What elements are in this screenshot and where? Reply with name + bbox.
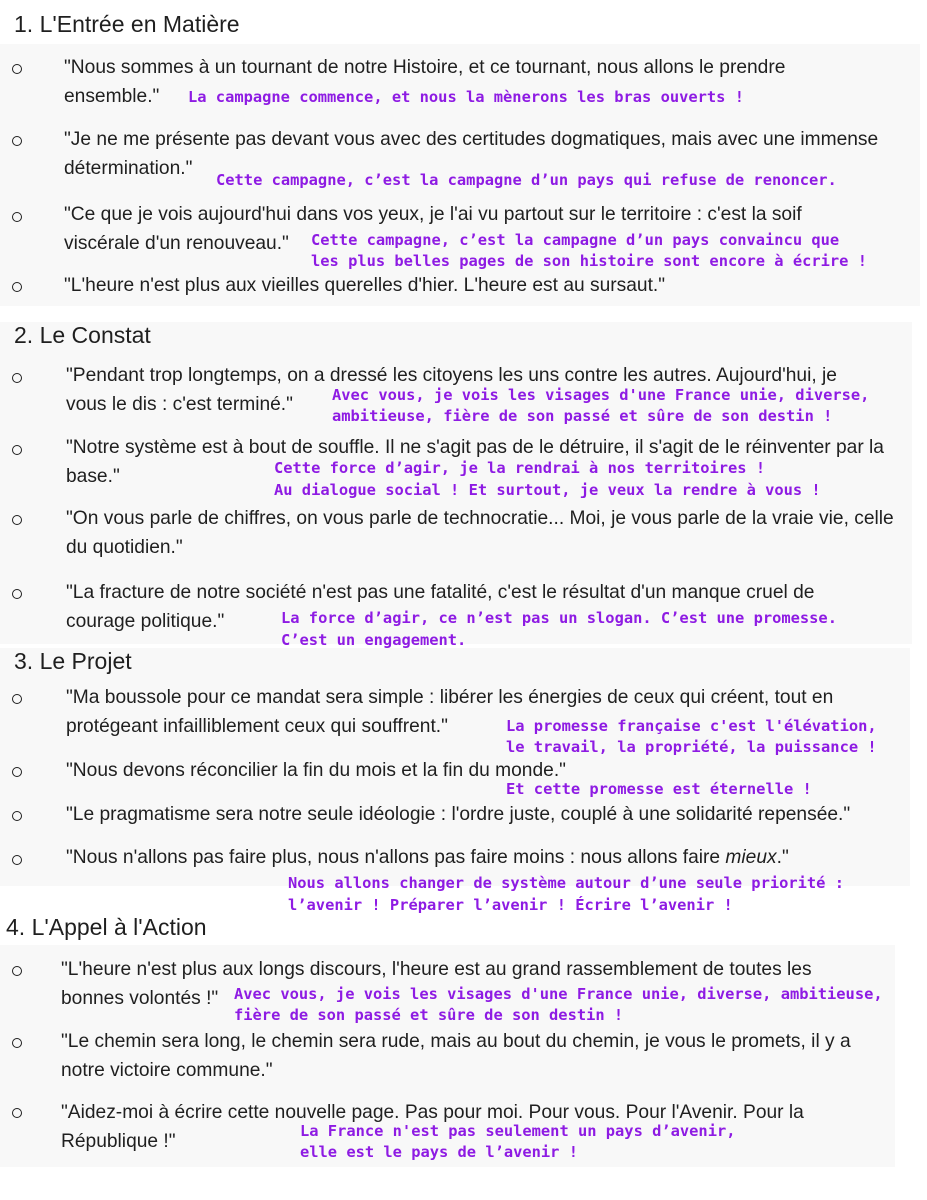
section-heading-3: 3. Le Projet	[14, 648, 132, 674]
bullet-icon	[12, 373, 22, 383]
bullet-icon	[12, 811, 22, 821]
quote-4-2: "Le chemin sera long, le chemin sera rude, mais au bout du chemin, je vous le promets, il y a notre victoire commune."	[61, 1031, 851, 1081]
quote-3-3: "Le pragmatisme sera notre seule idéologie : l'ordre juste, couplé à une solidarité repensée."	[66, 804, 851, 825]
annotation-1-2: Cette campagne, c’est la campagne d’un pays qui refuse de renoncer.	[216, 171, 837, 189]
quote-2-1: "Pendant trop longtemps, on a dressé les citoyens les uns contre les autres. Aujourd'hui, je vous le dis : c'est terminé."	[66, 365, 837, 415]
quote-3-4-end: ."	[776, 847, 789, 868]
quote-2-4: "La fracture de notre société n'est pas une fatalité, c'est le résultat d'un manque cruel de courage politique."	[66, 582, 815, 632]
quote-2-3: "On vous parle de chiffres, on vous parle de technocratie... Moi, je vous parle de la vraie vie, celle du quotidien."	[66, 508, 894, 558]
annotation-2-4a: La force d’agir, ce n’est pas un slogan. C’est une promesse.	[281, 609, 837, 627]
bullet-icon	[12, 767, 22, 777]
annotation-2-4b: C’est un engagement.	[281, 631, 467, 649]
section-heading-1: 1. L'Entrée en Matière	[14, 11, 240, 37]
quote-4-3: "Aidez-moi à écrire cette nouvelle page. Pas pour moi. Pour vous. Pour l'Avenir. Pour la République !"	[61, 1102, 804, 1152]
bullet-icon	[12, 855, 22, 865]
annotation-1-3b: les plus belles pages de son histoire sont encore à écrire !	[311, 252, 867, 270]
annotation-3-1b: le travail, la propriété, la puissance !	[506, 738, 877, 756]
quote-3-1: "Ma boussole pour ce mandat sera simple : libérer les énergies de ceux qui créent, tout en protégeant infailliblement ceux qui souffrent."	[66, 687, 834, 737]
annotation-2-2a: Cette force d’agir, je la rendrai à nos territoires !	[274, 459, 766, 477]
quote-1-4: "L'heure n'est plus aux vieilles querelles d'hier. L'heure est au sursaut."	[64, 275, 666, 296]
annotation-4-3a: La France n'est pas seulement un pays d’avenir,	[300, 1122, 736, 1140]
annotation-3-2: Et cette promesse est éternelle !	[506, 780, 812, 798]
bullet-icon	[12, 1108, 22, 1118]
quote-1-1: "Nous sommes à un tournant de notre Histoire, et ce tournant, nous allons le prendre ensemble."	[64, 57, 786, 107]
bullet-icon	[12, 515, 22, 525]
annotation-1-3a: Cette campagne, c’est la campagne d’un pays convaincu que	[311, 231, 840, 249]
quote-3-4-text: "Nous n'allons pas faire plus, nous n'allons pas faire moins : nous allons faire	[66, 847, 726, 868]
annotation-4-1b: fière de son passé et sûre de son destin !	[234, 1006, 624, 1024]
bullet-icon	[12, 282, 22, 292]
quote-3-4-emphasis: mieux	[725, 847, 777, 868]
annotation-3-4b: l’avenir ! Préparer l’avenir ! Écrire l’avenir !	[288, 896, 733, 914]
annotation-2-1b: ambitieuse, fière de son passé et sûre de son destin !	[332, 407, 833, 425]
bullet-icon	[12, 64, 22, 74]
annotation-4-3b: elle est le pays de l’avenir !	[300, 1143, 578, 1161]
quote-4-1: "L'heure n'est plus aux longs discours, l'heure est au grand rassemblement de toutes les bonnes volontés !"	[61, 959, 812, 1009]
quote-1-2: "Je ne me présente pas devant vous avec des certitudes dogmatiques, mais avec une immense détermination."	[64, 129, 879, 179]
annotation-2-1a: Avec vous, je vois les visages d'une France unie, diverse,	[332, 386, 870, 404]
annotation-1-1: La campagne commence, et nous la mènerons les bras ouverts !	[188, 88, 744, 106]
annotation-3-1a: La promesse française c'est l'élévation,	[506, 717, 877, 735]
bullet-icon	[12, 212, 22, 222]
bullet-icon	[12, 694, 22, 704]
annotation-4-1a: Avec vous, je vois les visages d'une France unie, diverse, ambitieuse,	[234, 985, 883, 1003]
quote-3-2: "Nous devons réconcilier la fin du mois et la fin du monde."	[66, 760, 566, 781]
bullet-icon	[12, 589, 22, 599]
quote-2-2: "Notre système est à bout de souffle. Il ne s'agit pas de le détruire, il s'agit de le réinventer par la base."	[66, 437, 884, 487]
quote-3-4	[66, 843, 896, 872]
bullet-icon	[12, 445, 22, 455]
annotation-3-4a: Nous allons changer de système autour d’une seule priorité :	[288, 874, 844, 892]
bullet-icon	[12, 136, 22, 146]
bullet-icon	[12, 966, 22, 976]
annotation-2-2b: Au dialogue social ! Et surtout, je veux la rendre à vous !	[274, 481, 821, 499]
bullet-icon	[12, 1038, 22, 1048]
section-heading-2: 2. Le Constat	[14, 322, 151, 348]
quote-1-3: "Ce que je vois aujourd'hui dans vos yeux, je l'ai vu partout sur le territoire : c'est la soif viscérale d'un renouveau."	[64, 204, 802, 254]
section-heading-4: 4. L'Appel à l'Action	[6, 914, 207, 940]
